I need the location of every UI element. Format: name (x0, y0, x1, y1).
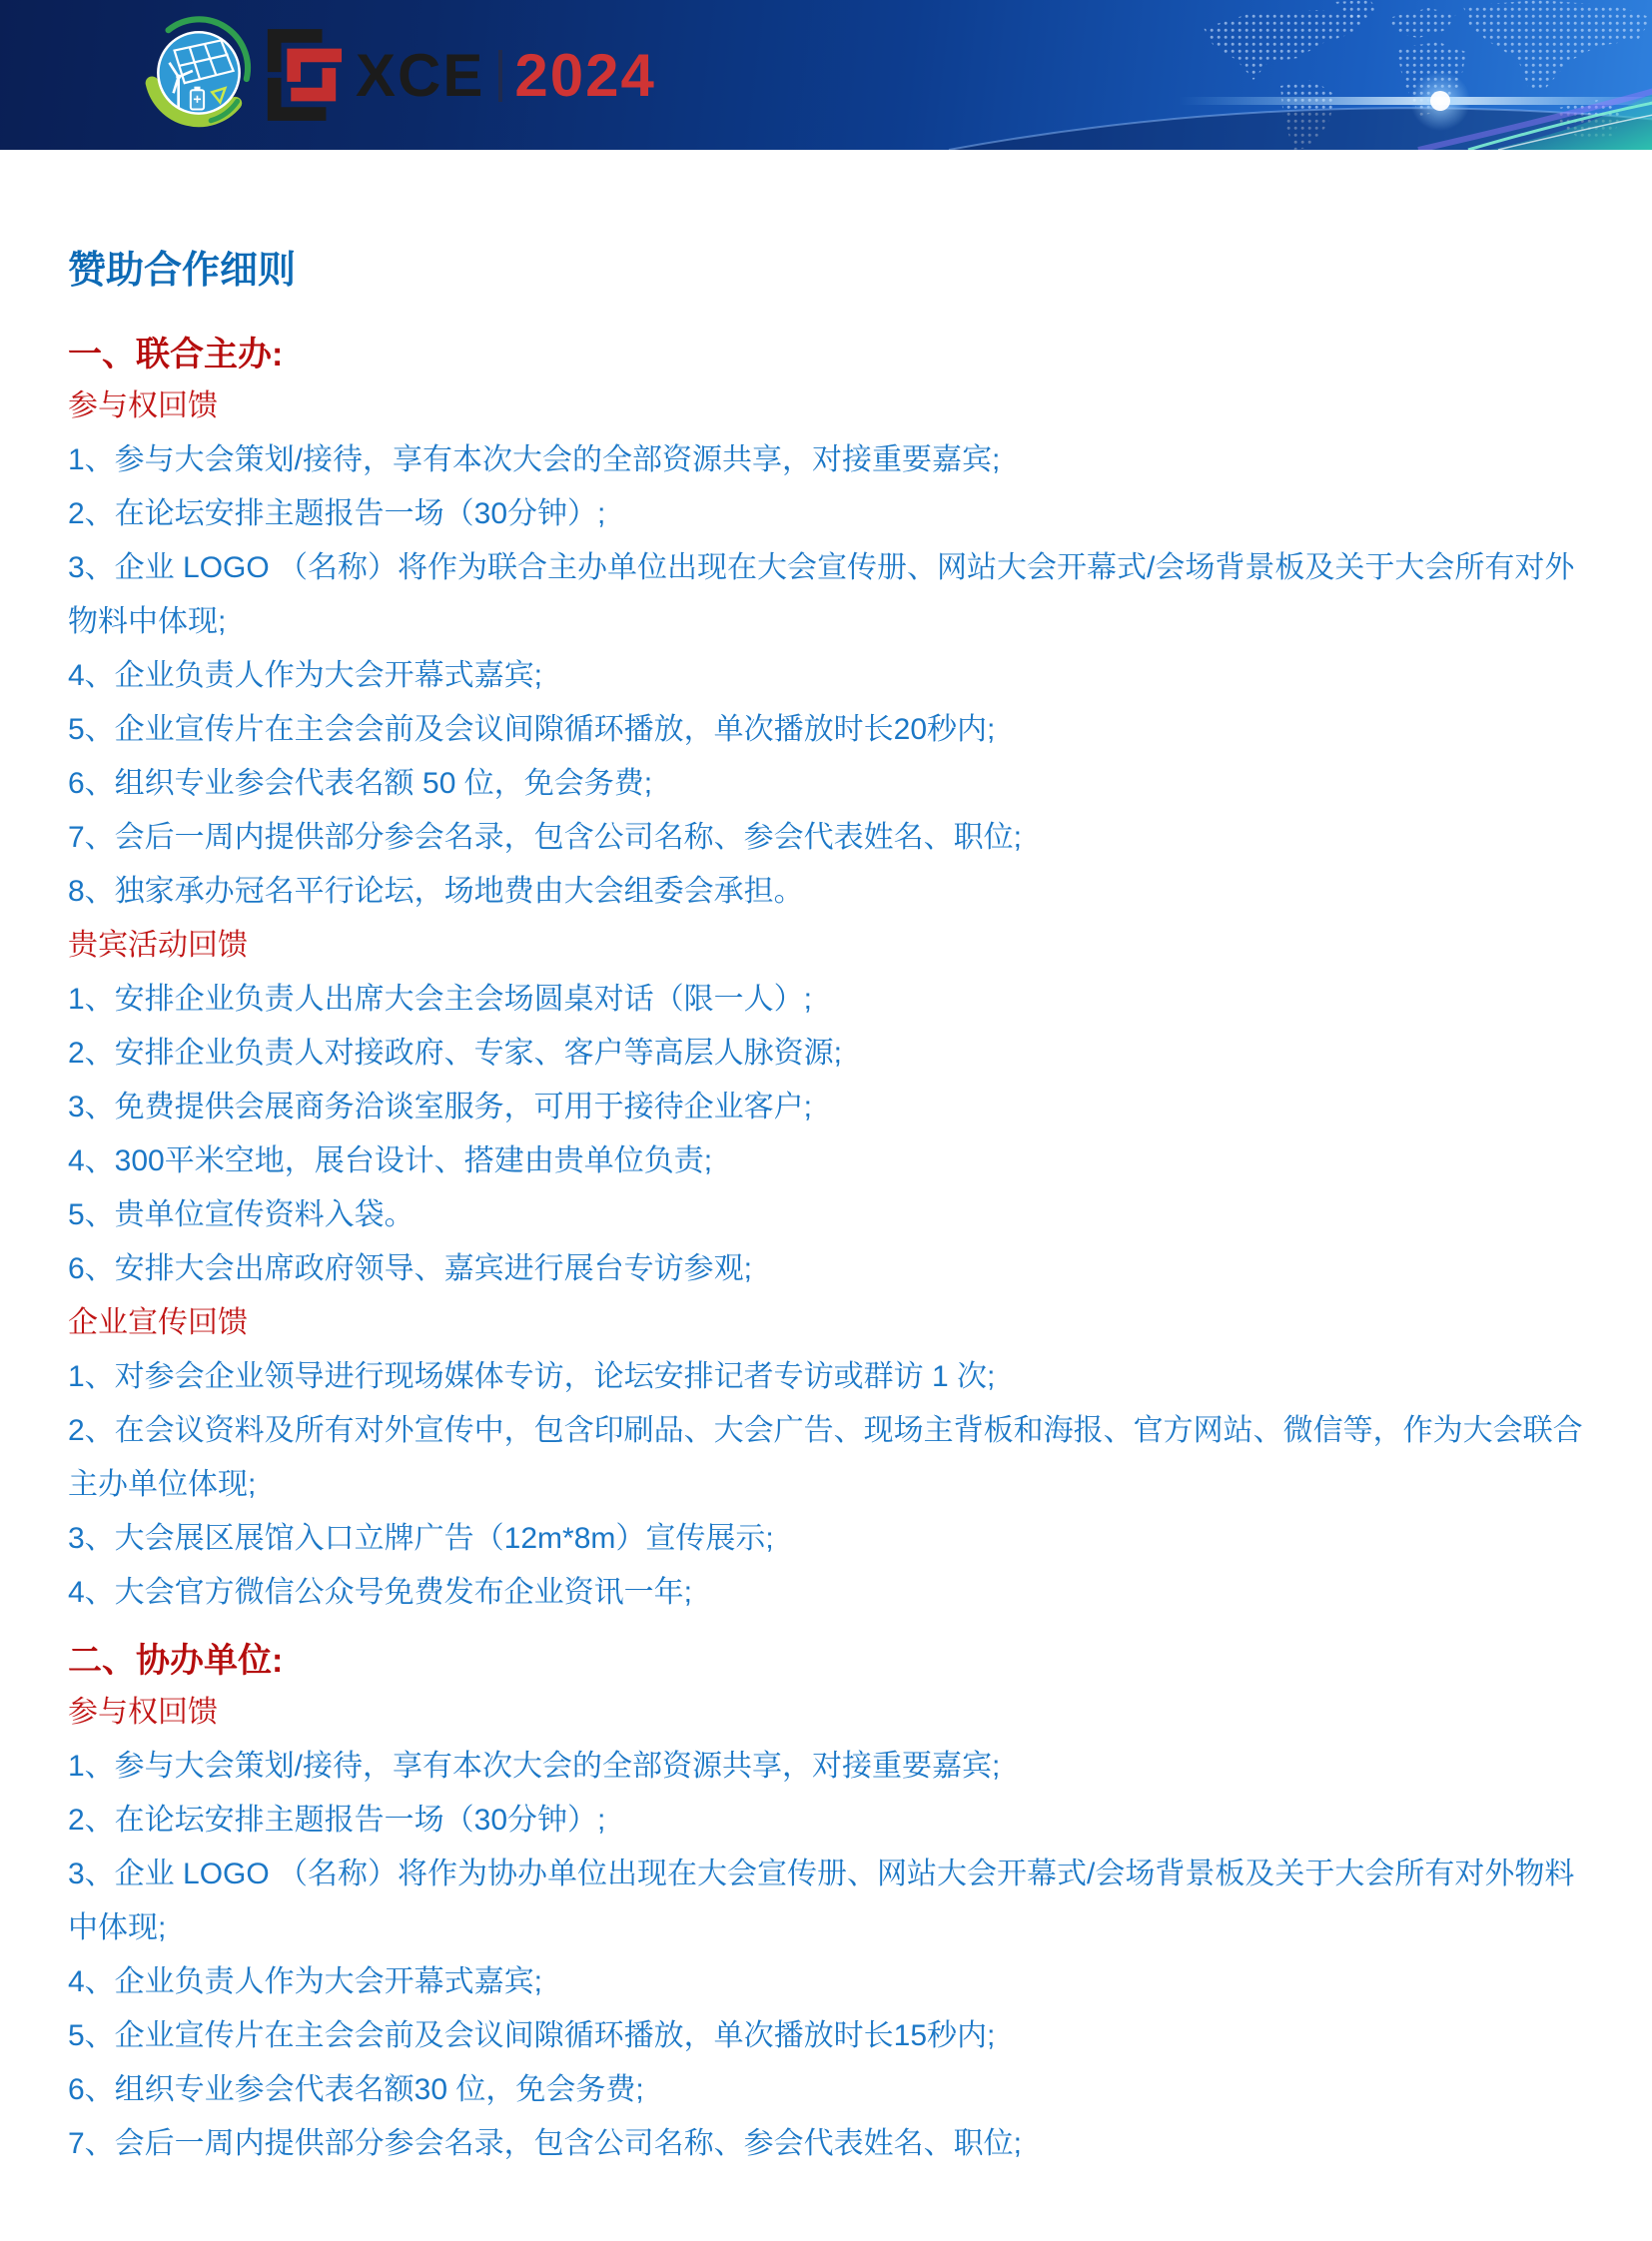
page-header (0, 0, 1652, 150)
list-item: 7、会后一周内提供部分参会名录，包含公司名称、参会代表姓名、职位; (68, 821, 1023, 854)
list-item: 1、对参会企业领导进行现场媒体专访，论坛安排记者专访或群访 1 次; (68, 1360, 996, 1393)
list-item: 8、独家承办冠名平行论坛，场地费由大会组委会承担。 (68, 875, 804, 908)
list-item: 2、安排企业负责人对接政府、专家、客户等高层人脉资源; (68, 1037, 843, 1070)
logo-divider (498, 50, 502, 102)
list-item: 2、在会议资料及所有对外宣传中，包含印刷品、大会广告、现场主背板和海报、官方网站、微信等，作为大会联合主办单位体现; (68, 1414, 1583, 1501)
list-item: 5、企业宣传片在主会会前及会议间隙循环播放，单次播放时长20秒内; (68, 713, 996, 746)
list-item: 7、会后一周内提供部分参会名录，包含公司名称、参会代表姓名、职位; (68, 2127, 1023, 2160)
page-title: 赞助合作细则 (68, 250, 297, 292)
subsection-heading-publicity: 企业宣传回馈 (68, 1306, 248, 1339)
list-item: 4、大会官方微信公众号免费发布企业资讯一年; (68, 1576, 693, 1609)
list-item: 3、大会展区展馆入口立牌广告（12m*8m）宣传展示; (68, 1522, 774, 1555)
list-item: 2、在论坛安排主题报告一场（30分钟）; (68, 497, 606, 530)
section-heading-co-organizer: 二、协办单位: (68, 1642, 284, 1680)
xce-logomark-icon (262, 26, 344, 124)
list-item: 6、组织专业参会代表名额 50 位，免会务费; (68, 767, 653, 800)
list-item: 5、企业宣传片在主会会前及会议间隙循环播放，单次播放时长15秒内; (68, 2019, 996, 2052)
document-body (0, 150, 1652, 2171)
list-item: 6、安排大会出席政府领导、嘉宾进行展台专访参观; (68, 1252, 753, 1285)
subsection-heading-vip: 贵宾活动回馈 (68, 929, 248, 962)
list-item: 5、贵单位宣传资料入袋。 (68, 1198, 414, 1231)
list-item: 2、在论坛安排主题报告一场（30分钟）; (68, 1804, 606, 1837)
list-item: 6、组织专业参会代表名额30 位，免会务费; (68, 2073, 644, 2106)
list-item: 1、参与大会策划/接待，享有本次大会的全部资源共享，对接重要嘉宾; (68, 443, 1001, 476)
list-item: 4、企业负责人作为大会开幕式嘉宾; (68, 1965, 543, 1998)
brand-line (356, 44, 656, 108)
subsection-heading-participation-2: 参与权回馈 (68, 1696, 218, 1729)
logo-year-text: 2024 (514, 42, 656, 109)
list-item: 3、企业 LOGO （名称）将作为协办单位出现在大会宣传册、网站大会开幕式/会场背景板及关于大会所有对外物料中体现; (68, 1858, 1575, 1944)
list-item: 3、企业 LOGO （名称）将作为联合主办单位出现在大会宣传册、网站大会开幕式/会场背景板及关于大会所有对外物料中体现; (68, 551, 1575, 638)
list-item: 1、参与大会策划/接待，享有本次大会的全部资源共享，对接重要嘉宾; (68, 1750, 1001, 1783)
conference-logo-icon (138, 12, 260, 142)
list-item: 1、安排企业负责人出席大会主会场圆桌对话（限一人）; (68, 983, 813, 1016)
logo-brand-text: XCE (356, 42, 485, 109)
list-item: 4、300平米空地，展台设计、搭建由贵单位负责; (68, 1144, 713, 1177)
list-item: 4、企业负责人作为大会开幕式嘉宾; (68, 659, 543, 692)
battery-icon (191, 87, 204, 110)
list-item: 3、免费提供会展商务洽谈室服务，可用于接待企业客户; (68, 1091, 813, 1123)
subsection-heading-participation: 参与权回馈 (68, 389, 218, 422)
section-heading-co-host: 一、联合主办: (68, 336, 284, 374)
